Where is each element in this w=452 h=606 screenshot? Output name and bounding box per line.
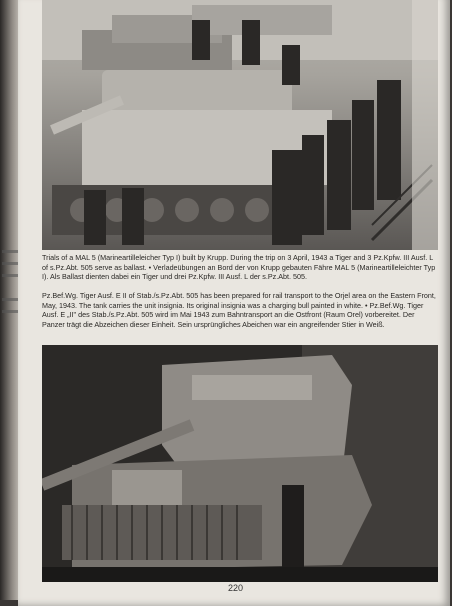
page-number: 220 <box>228 583 244 593</box>
book-page <box>18 0 450 606</box>
caption-top <box>42 253 438 286</box>
photo-tanks-on-ferry-drawing <box>42 0 438 250</box>
caption-top-text: Trials of a MAL 5 (Marineartilleleicher Typ I) built by Krupp. During the trip on 3 April, 1943 a Tiger and 3 Pz.Kpfw. III Ausf. L of s.Pz.Abt. 505 serve as ballast. • Verladeübungen an Bord der von Krupp gebauten Fähre MAL 5 (Marineartilleleichter Typ I). Als Ballast dienten dabei ein Tiger und drei Pz.Kpfw. III Ausf. L der s.Pz.Abt. 505. <box>42 253 436 282</box>
photo-tiger-rail-transport-drawing <box>42 345 438 582</box>
photo-tiger-rail-transport <box>42 345 438 582</box>
caption-bottom-text: Pz.Bef.Wg. Tiger Ausf. E II of Stab./s.Pz.Abt. 505 has been prepared for rail transport to the Orjel area on the Eastern Front, May, 1943. The tank carries the unit insignia. Its original insignia was a charging bull painted in white. • Pz.Bef.Wg. Tiger Ausf. E „II" des Stab./s.Pz.Abt. 505 wird im Mai 1943 zum Bahntransport an die Ostfront (Raum Orel) vorbereitet. Der Panzer trägt die Abzeichen dieser Einheit. Sein ursprüngliches Abeichen war ein angreifender Stier in Weiß. <box>42 291 436 329</box>
photo-tanks-on-ferry <box>42 0 438 250</box>
caption-bottom <box>42 291 438 333</box>
